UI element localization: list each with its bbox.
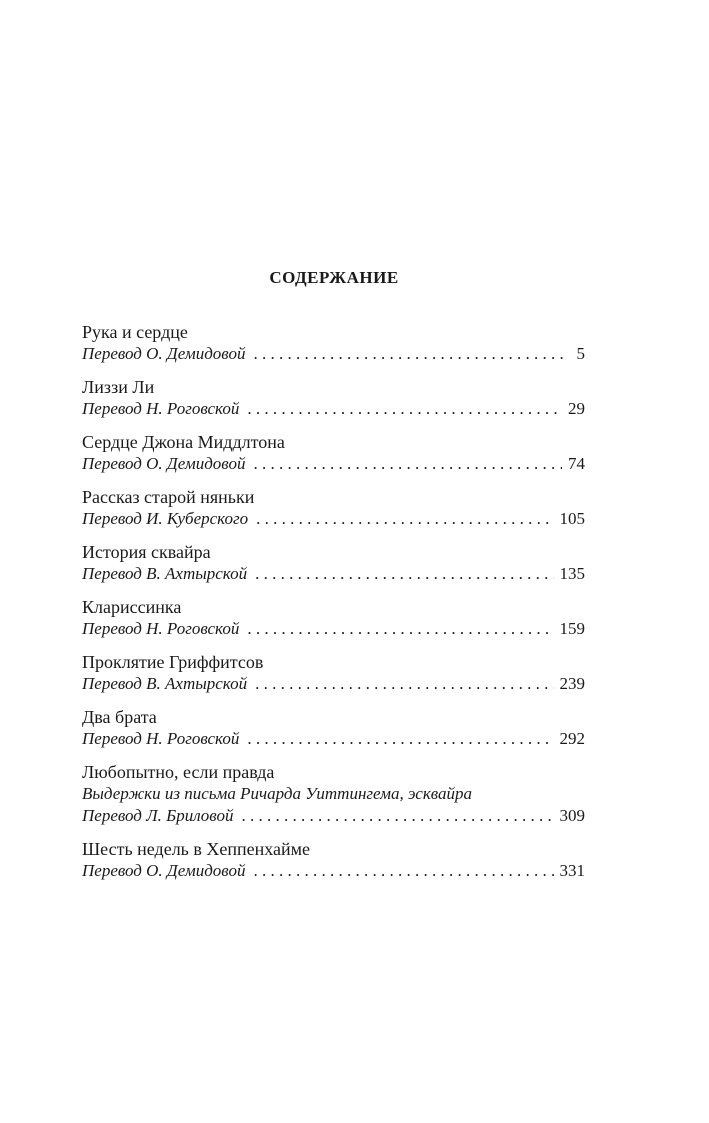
story-title: Проклятие Гриффитсов — [82, 652, 264, 672]
toc-entry — [82, 651, 585, 695]
table-of-contents — [82, 321, 585, 893]
toc-line — [82, 453, 585, 475]
toc-entry — [82, 376, 585, 420]
translator-credit: Перевод Л. Бриловой — [82, 806, 234, 825]
story-title: Кларисcинка — [82, 597, 182, 617]
page-number: 29 — [568, 399, 585, 418]
toc-line — [82, 860, 585, 882]
toc-entry — [82, 486, 585, 530]
story-subtitle: Выдержки из письма Ричарда Уиттингема, эсквайра — [82, 784, 473, 803]
dot-leader — [256, 508, 553, 530]
toc-line — [82, 398, 585, 420]
translator-credit: Перевод О. Демидовой — [82, 344, 246, 363]
page-number: 309 — [559, 806, 585, 825]
toc-entry — [82, 838, 585, 882]
toc-line — [82, 805, 585, 827]
translator-credit: Перевод О. Демидовой — [82, 454, 246, 473]
translator-credit: Перевод Н. Роговской — [82, 399, 240, 418]
page-number: 105 — [559, 509, 585, 528]
translator-credit: Перевод И. Куберского — [82, 509, 249, 528]
story-title: История сквайра — [82, 542, 211, 562]
translator-credit: Перевод О. Демидовой — [82, 861, 246, 880]
toc-entry — [82, 431, 585, 475]
translator-credit: Перевод Н. Роговской — [82, 619, 240, 638]
dot-leader — [255, 673, 553, 695]
toc-line — [82, 563, 585, 585]
toc-entry — [82, 706, 585, 750]
translator-credit: Перевод В. Ахтырской — [82, 564, 248, 583]
dot-leader — [247, 618, 553, 640]
dot-leader — [247, 728, 553, 750]
dot-leader — [253, 343, 569, 365]
story-title: Рука и сердце — [82, 322, 188, 342]
page-number: 74 — [568, 454, 585, 473]
translator-credit: Перевод В. Ахтырской — [82, 674, 248, 693]
story-title: Два брата — [82, 707, 157, 727]
story-title: Шесть недель в Хеппенхайме — [82, 839, 311, 859]
dot-leader — [253, 453, 562, 475]
toc-line — [82, 673, 585, 695]
translator-credit: Перевод Н. Роговской — [82, 729, 240, 748]
toc-line — [82, 728, 585, 750]
page-number: 331 — [559, 861, 585, 880]
page-number: 135 — [559, 564, 585, 583]
toc-line — [82, 343, 585, 365]
story-title: Любопытно, если правда — [82, 762, 275, 782]
toc-line — [82, 508, 585, 530]
toc-line — [82, 618, 585, 640]
dot-leader — [253, 860, 553, 882]
toc-entry — [82, 596, 585, 640]
story-title: Лиззи Ли — [82, 377, 155, 397]
story-title: Рассказ старой няньки — [82, 487, 255, 507]
page-number: 239 — [559, 674, 585, 693]
dot-leader — [241, 805, 553, 827]
page-number: 159 — [559, 619, 585, 638]
page-number: 5 — [576, 344, 585, 363]
story-title: Сердце Джона Миддлтона — [82, 432, 285, 452]
toc-entry — [82, 321, 585, 365]
toc-entry — [82, 541, 585, 585]
toc-entry — [82, 761, 585, 827]
page-number: 292 — [559, 729, 585, 748]
page-title: СОДЕРЖАНИЕ — [269, 268, 399, 287]
dot-leader — [255, 563, 553, 585]
dot-leader — [247, 398, 562, 420]
